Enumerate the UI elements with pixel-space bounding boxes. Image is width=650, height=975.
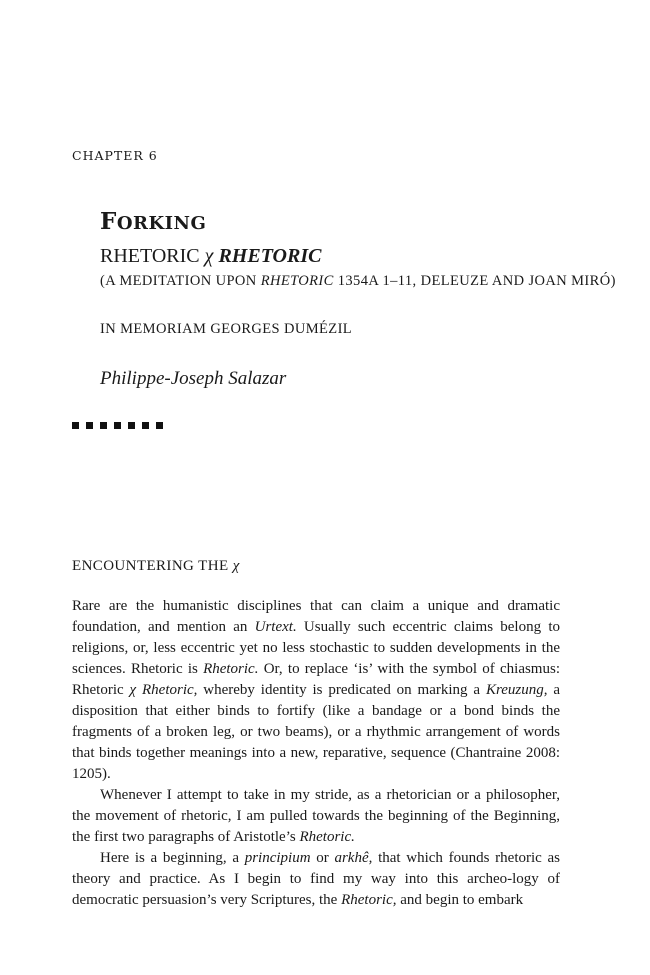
ornament-square: [114, 422, 121, 429]
chapter-title: [100, 208, 620, 238]
chapter-parenthetical: [100, 270, 620, 292]
section-heading: [72, 558, 240, 575]
section-heading-chi: χ: [232, 558, 240, 574]
body-text: [72, 596, 560, 911]
ornament-square: [156, 422, 163, 429]
memoriam-line: IN MEMORIAM GEORGES DUMÉZIL: [100, 321, 353, 337]
title-rest: ORKING: [116, 213, 207, 234]
ornament-square: [128, 422, 135, 429]
paragraph: [72, 596, 560, 785]
text-run: a disposition that either binds to fortify (like a bandage or a bond binds the fragments of a broken leg, or two beams), or a rhythmic arrangement of words that binds together meanings into a new, reparative, sequence (Chantraine 2008: 1205).: [72, 682, 560, 782]
chapter-heading: [100, 208, 620, 390]
text-run: Usually such eccentric claims belong to religions, or, less eccentric yet no less stochastic to sudden developments in the sciences. Rhetoric is: [72, 619, 560, 677]
text-run: Here is a beginning, a: [100, 850, 245, 866]
section-heading-text: ENCOUNTERING THE: [72, 558, 233, 574]
subtitle-part-a: RHETORIC: [100, 245, 205, 267]
text-run: Or, to replace ‘is’ with the symbol of chiasmus: Rhetoric: [72, 661, 560, 698]
italic-text: Rhetoric.: [299, 829, 355, 845]
text-run: Rare are the humanistic disciplines that can claim a unique and dramatic foundation, and mention an: [72, 598, 560, 635]
paren-part-b: 1354A 1–11, DELEUZE AND JOAN MIRÓ): [333, 273, 616, 289]
text-run: Whenever I attempt to take in my stride, as a rhetorician or a philosopher, the movement of rhetoric, I am pulled towards the beginning of the Beginning, the first two paragraphs of Aristotle’s: [72, 787, 560, 845]
chapter-subtitle: [100, 244, 620, 268]
paragraph: [72, 848, 560, 911]
italic-text: principium: [244, 850, 311, 866]
text-run: and begin to embark: [396, 892, 524, 908]
italic-text: Rhetoric,: [341, 892, 397, 908]
chapter-label: CHAPTER 6: [72, 148, 158, 163]
ornament-divider: [72, 422, 163, 429]
italic-text: Urtext.: [254, 619, 297, 635]
ornament-square: [142, 422, 149, 429]
subtitle-part-b: RHETORIC: [213, 245, 322, 267]
subtitle-chi: χ: [204, 245, 214, 267]
ornament-square: [100, 422, 107, 429]
paren-part-a: (A MEDITATION UPON: [100, 273, 261, 289]
title-initial: F: [100, 208, 117, 235]
italic-text: Kreuzung,: [485, 682, 548, 698]
italic-text: Rhetoric.: [203, 661, 259, 677]
author-name: Philippe-Joseph Salazar: [100, 368, 287, 389]
ornament-square: [86, 422, 93, 429]
paren-italic: RHETORIC: [260, 273, 334, 289]
italic-text: χ Rhetoric,: [129, 682, 198, 698]
text-run: or: [310, 850, 335, 866]
ornament-square: [72, 422, 79, 429]
paragraph: [72, 785, 560, 848]
italic-text: arkhê,: [334, 850, 373, 866]
text-run: whereby identity is predicated on marking a: [197, 682, 486, 698]
text-run: that which founds rhetoric as theory and practice. As I begin to find my way into this archeo-logy of democratic persuasion’s very Scriptures, the: [72, 850, 560, 908]
